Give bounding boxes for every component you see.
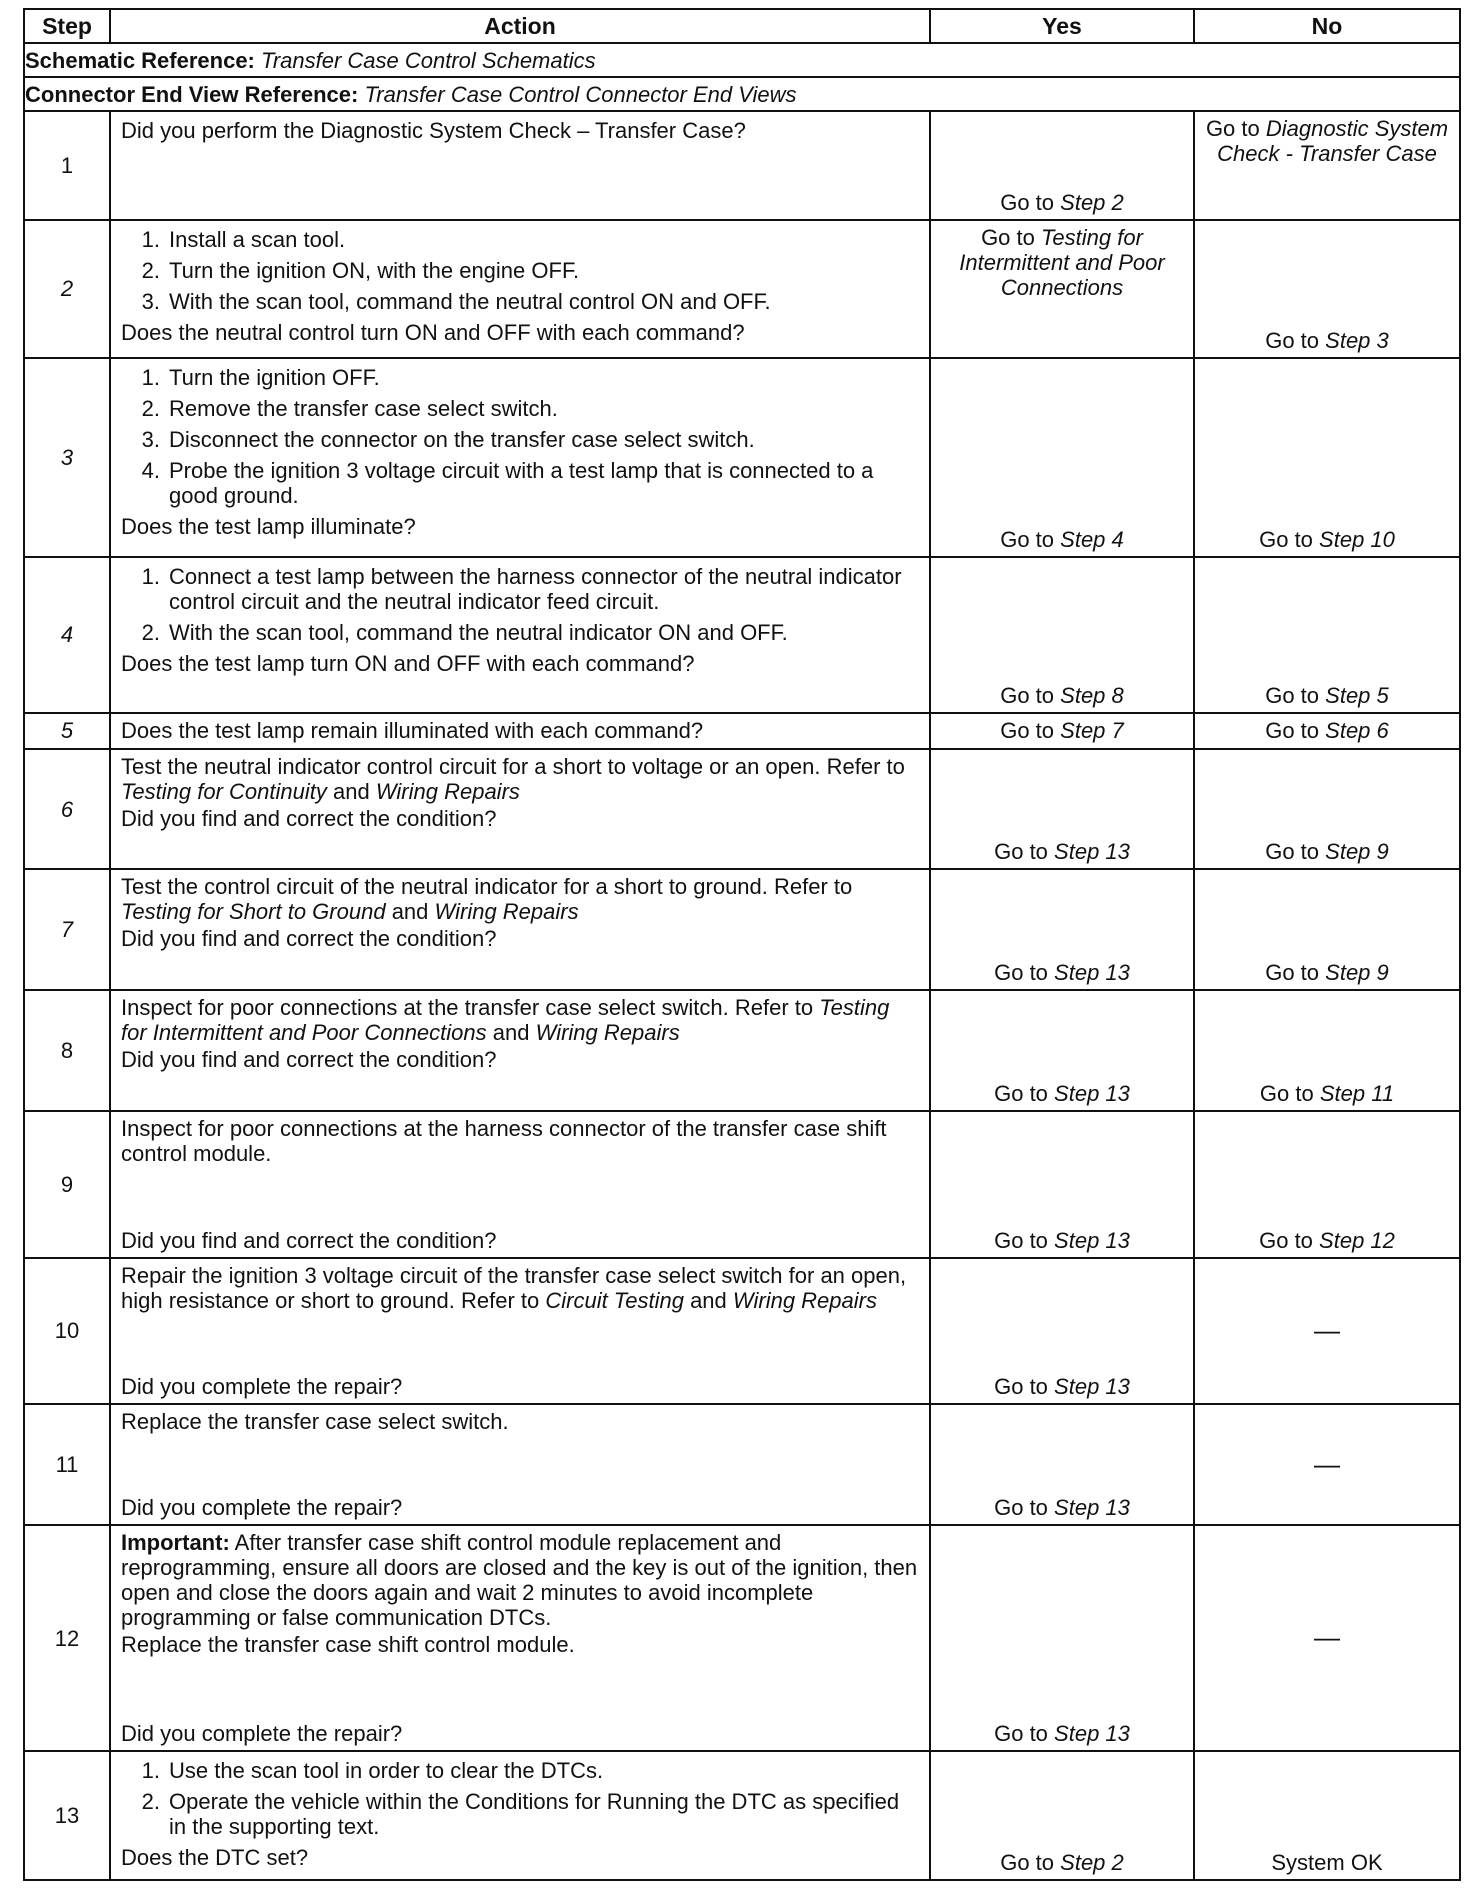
no-cell [1194, 1525, 1460, 1751]
yes-prefix: Go to [994, 1374, 1048, 1400]
table-row [24, 358, 1460, 557]
table-row [24, 1111, 1460, 1258]
yes-prefix: Go to [981, 224, 1035, 250]
yes-link[interactable]: Step 13 [1054, 1227, 1130, 1253]
step-question: Did you find and correct the condition? [121, 926, 497, 952]
no-cell [1194, 220, 1460, 358]
yes-cell [930, 713, 1194, 749]
header-step: Step [24, 9, 110, 43]
step-instruction: Repair the ignition 3 voltage circuit of the transfer case select switch for an open, high resistance or short to ground. Refer to Circuit Testing and Wiring Repairs [121, 1262, 907, 1313]
no-cell [1194, 358, 1460, 557]
yes-prefix: Go to [994, 960, 1048, 986]
yes-prefix: Go to [994, 1227, 1048, 1253]
yes-prefix: Go to [994, 839, 1048, 865]
header-action: Action [110, 9, 930, 43]
connector-reference-label: Connector End View Reference: [25, 81, 359, 107]
yes-cell [930, 1258, 1194, 1405]
yes-cell [930, 358, 1194, 557]
action-cell [110, 990, 930, 1111]
important-note: Important: After transfer case shift control module replacement and reprogramming, ensure all doors are closed and the key is out of the ignition, then open and close the doors again and wait 2 minutes to avoid incomplete programming or false communication DTCs. [121, 1529, 918, 1630]
yes-cell [930, 990, 1194, 1111]
table-row [24, 1404, 1460, 1525]
yes-cell [930, 1111, 1194, 1258]
list-item: 3. Disconnect the connector on the transfer case select switch. [141, 426, 755, 452]
no-link[interactable]: Step 11 [1319, 1080, 1395, 1106]
no-dash: — [1314, 1448, 1340, 1479]
connector-reference-row [24, 77, 1460, 111]
reference-link[interactable]: Testing for Short to Ground [121, 899, 386, 925]
schematic-reference-link[interactable]: Transfer Case Control Schematics [261, 47, 596, 73]
connector-reference [24, 77, 1460, 111]
no-prefix: Go to [1259, 1227, 1313, 1253]
no-cell [1194, 1404, 1460, 1525]
action-cell [110, 111, 930, 220]
yes-cell [930, 749, 1194, 870]
action-cell [110, 220, 930, 358]
no-dash: — [1314, 1622, 1340, 1653]
step-question: Did you complete the repair? [121, 1374, 403, 1400]
yes-cell [930, 557, 1194, 713]
schematic-reference-row [24, 43, 1460, 77]
yes-prefix: Go to [994, 1721, 1048, 1747]
step-instruction: Replace the transfer case shift control module. [121, 1631, 575, 1657]
no-prefix: Go to [1259, 526, 1313, 552]
step-instruction: Test the neutral indicator control circuit for a short to voltage or an open. Refer to Testing for Continuity and Wiring Repairs [121, 753, 905, 804]
yes-prefix: Go to [1000, 718, 1055, 744]
no-prefix: Go to [1265, 839, 1320, 865]
yes-prefix: Go to [1000, 526, 1055, 552]
yes-cell [930, 869, 1194, 990]
step-number: 6 [24, 749, 110, 870]
yes-link[interactable]: Step 13 [1054, 839, 1130, 865]
no-cell [1194, 1258, 1460, 1405]
list-item: 2. Turn the ignition ON, with the engine OFF. [141, 257, 580, 283]
step-number: 10 [24, 1258, 110, 1405]
no-cell [1194, 869, 1460, 990]
table-row [24, 1751, 1460, 1880]
no-prefix: Go to [1205, 116, 1260, 142]
no-cell [1194, 1111, 1460, 1258]
yes-link[interactable]: Step 13 [1054, 1494, 1130, 1520]
yes-cell [930, 111, 1194, 220]
list-item: 2. Remove the transfer case select switch. [141, 395, 558, 421]
table-row [24, 220, 1460, 358]
yes-cell [930, 1751, 1194, 1880]
yes-link[interactable]: Step 8 [1060, 682, 1124, 708]
action-cell [110, 1525, 930, 1751]
no-link[interactable]: Step 6 [1325, 718, 1389, 744]
step-instruction: Replace the transfer case select switch. [121, 1409, 509, 1435]
step-instruction: Test the control circuit of the neutral indicator for a short to ground. Refer to Testing for Short to Ground and Wiring Repairs [121, 874, 853, 925]
no-cell [1194, 1751, 1460, 1880]
yes-prefix: Go to [994, 1080, 1048, 1106]
step-number: 4 [24, 557, 110, 713]
step-question: Does the test lamp remain illuminated with each command? [121, 717, 704, 743]
no-link[interactable]: Step 3 [1325, 327, 1389, 353]
table-row [24, 111, 1460, 220]
step-number: 3 [24, 358, 110, 557]
reference-link[interactable]: Testing for Continuity [121, 778, 327, 804]
reference-link[interactable]: Wiring Repairs [375, 778, 520, 804]
header-yes: Yes [930, 9, 1194, 43]
step-number: 12 [24, 1525, 110, 1751]
no-link[interactable]: Step 10 [1319, 526, 1395, 552]
no-cell [1194, 990, 1460, 1111]
yes-link[interactable]: Step 7 [1060, 718, 1124, 744]
list-item: 1. Install a scan tool. [141, 226, 346, 252]
action-cell [110, 1258, 930, 1405]
no-link[interactable]: Step 9 [1325, 960, 1389, 986]
action-cell [110, 358, 930, 557]
no-link[interactable]: Diagnostic System Check - Transfer Case [1217, 116, 1449, 167]
reference-link[interactable]: Wiring Repairs [535, 1020, 680, 1046]
list-item: 2. With the scan tool, command the neutral indicator ON and OFF. [141, 619, 788, 645]
reference-link[interactable]: Wiring Repairs [434, 899, 579, 925]
no-prefix: Go to [1259, 1080, 1314, 1106]
action-cell [110, 869, 930, 990]
reference-link[interactable]: Circuit Testing [545, 1287, 684, 1313]
action-cell [110, 749, 930, 870]
list-item: 1. Connect a test lamp between the harness connector of the neutral indicator control circuit and the neutral indicator feed circuit. [141, 563, 902, 614]
step-number: 5 [24, 713, 110, 749]
step-number: 8 [24, 990, 110, 1111]
yes-link[interactable]: Step 13 [1054, 1374, 1130, 1400]
connector-reference-link[interactable]: Transfer Case Control Connector End Views [364, 81, 797, 107]
step-question: Does the DTC set? [121, 1845, 309, 1871]
table-row [24, 990, 1460, 1111]
list-item: 3. With the scan tool, command the neutral control ON and OFF. [141, 288, 771, 314]
no-link[interactable]: Step 5 [1325, 682, 1389, 708]
no-cell [1194, 749, 1460, 870]
action-cell [110, 713, 930, 749]
action-cell [110, 1111, 930, 1258]
no-result: System OK [1271, 1850, 1383, 1875]
yes-link[interactable]: Step 2 [1060, 1850, 1124, 1875]
table-row [24, 749, 1460, 870]
no-prefix: Go to [1265, 682, 1320, 708]
yes-cell [930, 220, 1194, 358]
list-item: 1. Use the scan tool in order to clear the DTCs. [141, 1758, 604, 1784]
no-cell [1194, 713, 1460, 749]
step-number: 2 [24, 220, 110, 358]
no-prefix: Go to [1265, 327, 1320, 353]
list-item: 1. Turn the ignition OFF. [141, 364, 380, 390]
table-row [24, 869, 1460, 990]
yes-link[interactable]: Step 13 [1054, 960, 1130, 986]
important-label: Important: [121, 1529, 230, 1555]
yes-cell [930, 1404, 1194, 1525]
step-question: Does the test lamp illuminate? [121, 513, 416, 539]
yes-link[interactable]: Step 2 [1060, 189, 1124, 215]
step-question: Did you complete the repair? [121, 1721, 403, 1747]
schematic-reference [24, 43, 1460, 77]
yes-prefix: Go to [1000, 682, 1055, 708]
no-cell [1194, 111, 1460, 220]
header-row [24, 9, 1460, 43]
step-question: Did you perform the Diagnostic System Check – Transfer Case? [121, 118, 746, 144]
table-row [24, 713, 1460, 749]
no-cell [1194, 557, 1460, 713]
reference-link[interactable]: Wiring Repairs [732, 1287, 877, 1313]
step-number: 9 [24, 1111, 110, 1258]
yes-prefix: Go to [994, 1494, 1048, 1520]
schematic-reference-label: Schematic Reference: [25, 47, 255, 73]
list-item: 2. Operate the vehicle within the Conditions for Running the DTC as specified in the supporting text. [141, 1789, 900, 1840]
step-instruction: Inspect for poor connections at the harness connector of the transfer case shift control module. [121, 1115, 887, 1166]
step-instruction: Inspect for poor connections at the transfer case select switch. Refer to Testing for Intermittent and Poor Connections and Wiring Repairs [121, 995, 890, 1046]
table-row [24, 1525, 1460, 1751]
action-cell [110, 1751, 930, 1880]
step-question: Did you find and correct the condition? [121, 1227, 497, 1253]
reference-link[interactable]: Testing for Intermittent and Poor Connections [121, 995, 890, 1046]
no-prefix: Go to [1265, 718, 1320, 744]
step-number: 1 [24, 111, 110, 220]
yes-link[interactable]: Testing for Intermittent and Poor Connections [959, 224, 1165, 300]
action-cell [110, 1404, 930, 1525]
table-row [24, 557, 1460, 713]
yes-cell [930, 1525, 1194, 1751]
no-dash: — [1314, 1314, 1340, 1345]
yes-link[interactable]: Step 13 [1054, 1721, 1130, 1747]
header-no: No [1194, 9, 1460, 43]
no-link[interactable]: Step 12 [1319, 1227, 1395, 1253]
step-question: Does the test lamp turn ON and OFF with each command? [121, 650, 695, 676]
step-number: 7 [24, 869, 110, 990]
yes-link[interactable]: Step 13 [1054, 1080, 1130, 1106]
step-question: Did you find and correct the condition? [121, 1047, 497, 1073]
step-question: Did you complete the repair? [121, 1494, 403, 1520]
step-question: Does the neutral control turn ON and OFF with each command? [121, 319, 745, 345]
table-row [24, 1258, 1460, 1405]
yes-prefix: Go to [1000, 189, 1055, 215]
step-number: 11 [24, 1404, 110, 1525]
list-item: 4. Probe the ignition 3 voltage circuit with a test lamp that is connected to a good ground. [141, 457, 874, 508]
step-question: Did you find and correct the condition? [121, 805, 497, 831]
step-number: 13 [24, 1751, 110, 1880]
action-cell [110, 557, 930, 713]
yes-link[interactable]: Step 4 [1060, 526, 1124, 552]
diagnostic-table [23, 8, 1461, 1881]
yes-prefix: Go to [1000, 1850, 1055, 1875]
no-prefix: Go to [1265, 960, 1320, 986]
no-link[interactable]: Step 9 [1325, 839, 1389, 865]
